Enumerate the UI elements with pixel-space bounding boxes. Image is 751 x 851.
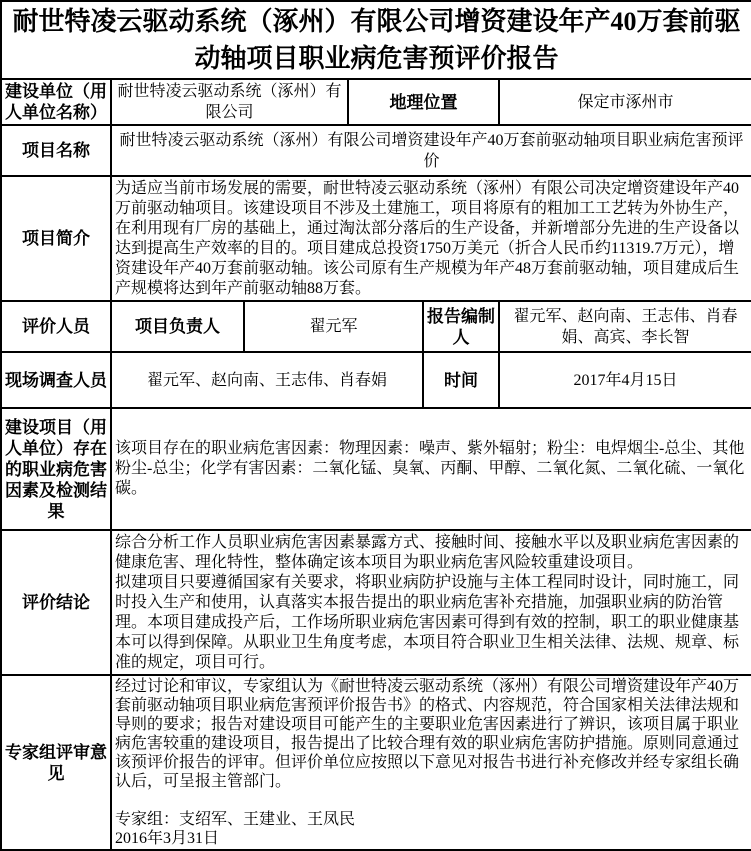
project-name-label: 项目名称 xyxy=(1,125,111,176)
location-value: 保定市涿州市 xyxy=(499,79,751,125)
construction-unit-label: 建设单位（用人单位名称） xyxy=(1,79,111,125)
site-survey-members: 翟元军、赵向南、王志伟、肖春娟 xyxy=(111,352,423,408)
expert-review-label: 专家组评审意见 xyxy=(1,675,111,850)
hazards-value: 该项目存在的职业病危害因素：物理因素：噪声、紫外辐射；粉尘：电焊烟尘-总尘、其他粉尘-总尘；化学有害因素：二氧化锰、臭氧、丙酮、甲醇、二氧化氮、二氧化硫、一氧化碳。 xyxy=(111,408,751,530)
project-intro-row xyxy=(1,176,751,301)
expert-review-paragraph: 经过讨论和审议，专家组认为《耐世特凌云驱动系统（涿州）有限公司增资建设年产40万套前驱动轴项目职业病危害预评价报告书》的格式、内容规范，符合国家相关法律法规和导则的要求；报告对建设项目可能产生的主要职业危害因素进行了辨识，该项目属于职业病危害较重的建设项目，报告提出了比较合理有效的职业病危害防护措施。原则同意通过该预评价报告的评审。但评价单位应按照以下意见对报告书进行补充修改并经专家组长确认后，可呈报主管部门。 xyxy=(115,678,740,790)
project-intro-label: 项目简介 xyxy=(1,176,111,301)
expert-review-date: 2016年3月31日 xyxy=(115,830,220,847)
hazards-row xyxy=(1,408,751,530)
project-leader-label: 项目负责人 xyxy=(111,301,244,352)
expert-review-value xyxy=(111,675,751,850)
construction-unit-value: 耐世特凌云驱动系统（涿州）有限公司 xyxy=(111,79,348,125)
construction-unit-row xyxy=(1,79,751,125)
site-survey-label: 现场调查人员 xyxy=(1,352,111,408)
evaluators-row xyxy=(1,301,751,352)
expert-review-row xyxy=(1,675,751,850)
project-intro-value: 为适应当前市场发展的需要，耐世特凌云驱动系统（涿州）有限公司决定增资建设年产40万前驱动轴项目。该建设项目不涉及土建施工，项目将原有的粗加工工艺转为外协生产，在利用现有厂房的基础上，通过淘汰部分落后的生产设备，并新增部分先进的生产设备以达到提高生产效率的目的。项目建成总投资1750万美元（折合人民币约11319.7万元），增资建设年产40万套前驱动轴。该公司原有生产规模为年产48万套前驱动轴，项目建成后生产规模将达到年产前驱动轴88万套。 xyxy=(111,176,751,301)
site-survey-row xyxy=(1,352,751,408)
survey-time-label: 时间 xyxy=(423,352,499,408)
project-name-row xyxy=(1,125,751,176)
report-title: 耐世特凌云驱动系统（涿州）有限公司增资建设年产40万套前驱动轴项目职业病危害预评价报告 xyxy=(1,1,751,79)
conclusion-paragraph-1: 综合分析工作人员职业病危害因素暴露方式、接触时间、接触水平以及职业病危害因素的健康危害、理化特性，整体确定该本项目为职业病危害风险较重建设项目。 xyxy=(115,533,740,571)
title-row xyxy=(1,1,751,79)
hazards-label: 建设项目（用人单位）存在的职业病危害因素及检测结果 xyxy=(1,408,111,530)
expert-group-names: 专家组：支绍军、王建业、王凤民 xyxy=(115,811,356,828)
conclusion-row xyxy=(1,530,751,675)
project-name-value: 耐世特凌云驱动系统（涿州）有限公司增资建设年产40万套前驱动轴项目职业病危害预评价 xyxy=(111,125,751,176)
evaluators-label: 评价人员 xyxy=(1,301,111,352)
blank-line xyxy=(115,791,748,810)
report-compilers-names: 翟元军、赵向南、王志伟、肖春娟、高宾、李长智 xyxy=(499,301,751,352)
report-compilers-label: 报告编制人 xyxy=(423,301,499,352)
conclusion-paragraph-2: 拟建项目只要遵循国家有关要求，将职业病防护设施与主体工程同时设计，同时施工，同时投入生产和使用，认真落实本报告提出的职业病危害补充措施，加强职业病的防治管理。本项目建成投产后，工作场所职业病危害因素可得到有效的控制，职工的职业健康基本可以得到保障。从职业卫生角度考虑，本项目符合职业卫生相关法律、法规、规章、标准的规定，项目可行。 xyxy=(115,573,740,671)
survey-time-value: 2017年4月15日 xyxy=(499,352,751,408)
location-label: 地理位置 xyxy=(348,79,499,125)
conclusion-label: 评价结论 xyxy=(1,530,111,675)
conclusion-value xyxy=(111,530,751,675)
project-leader-name: 翟元军 xyxy=(244,301,423,352)
